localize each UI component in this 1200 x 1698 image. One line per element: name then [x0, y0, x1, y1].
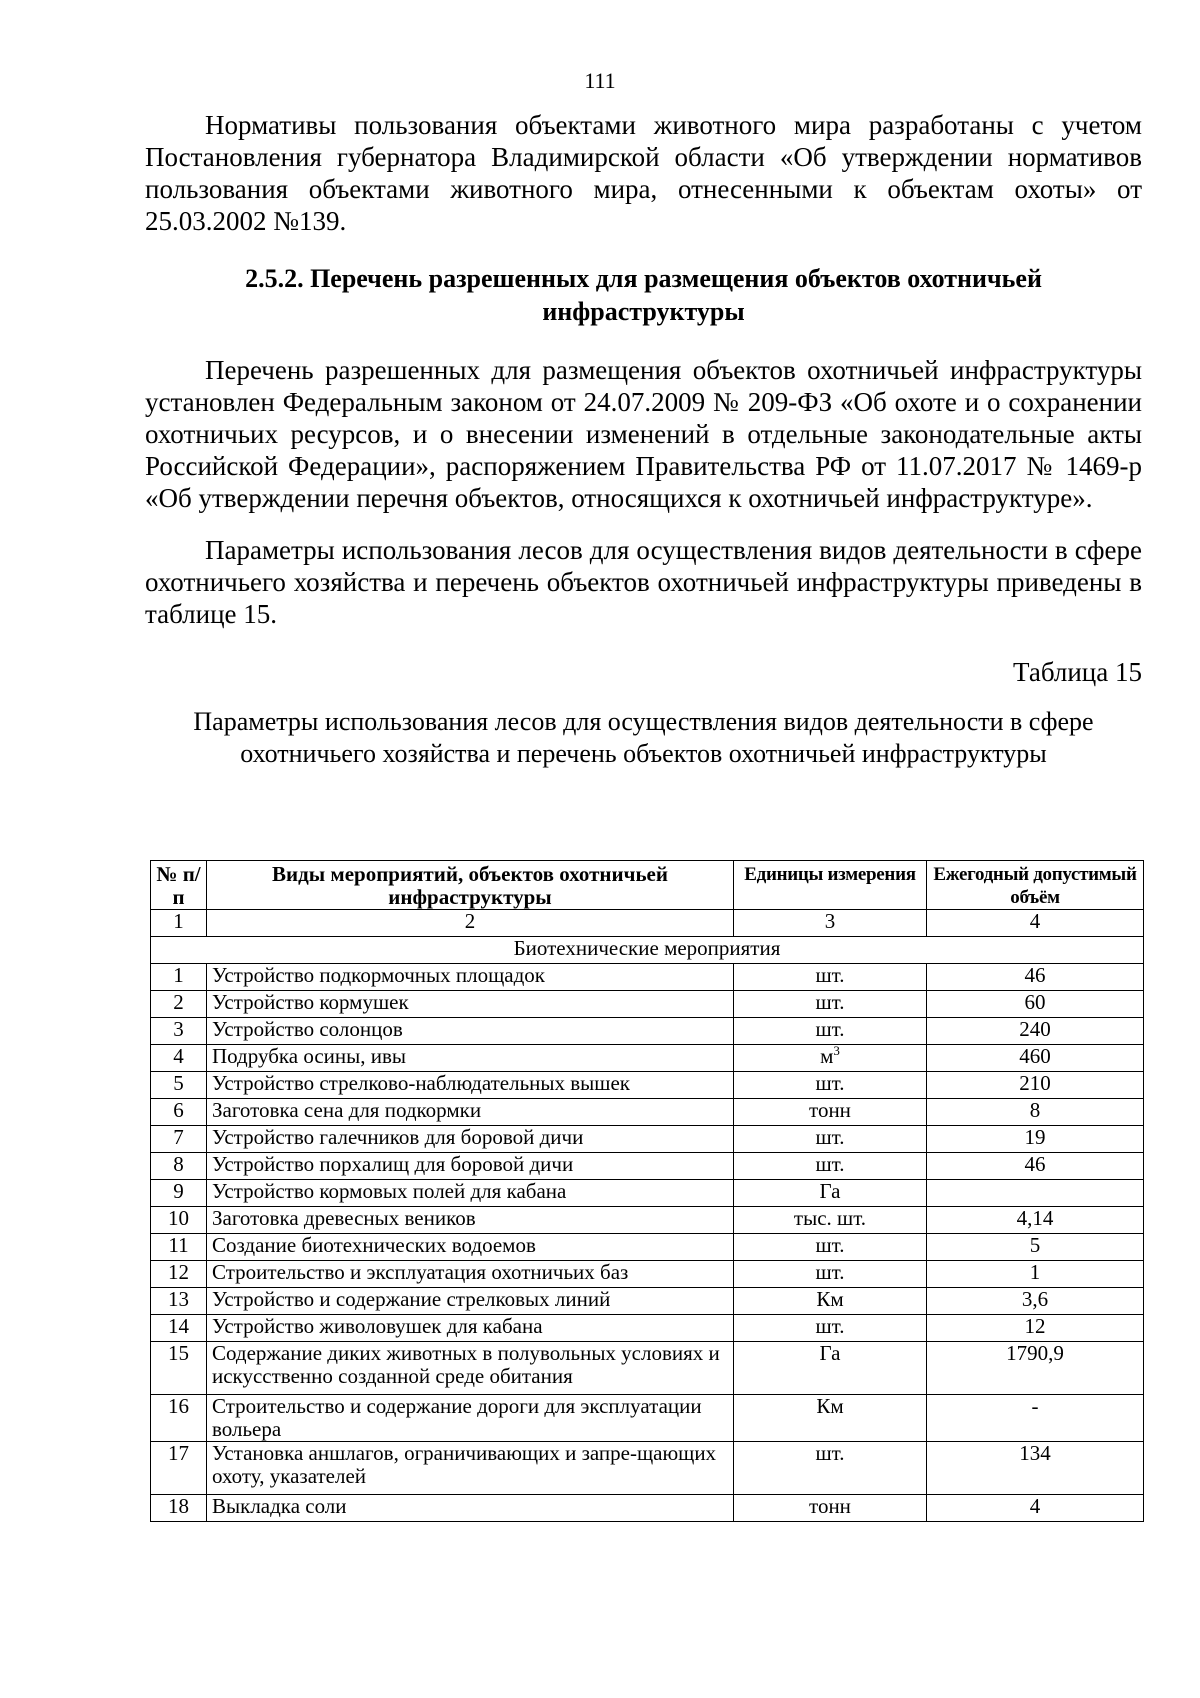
annual-volume: -	[927, 1395, 1144, 1442]
section-heading: 2.5.2. Перечень разрешенных для размещения объектов охотничьей инфраструктуры	[245, 264, 1042, 326]
unit-cell	[734, 1234, 927, 1261]
unit-cell	[734, 1442, 927, 1495]
table-row	[151, 1018, 1144, 1045]
table-row	[151, 1180, 1144, 1207]
unit-superscript: 3	[833, 1043, 840, 1058]
table-label: Таблица 15	[1013, 657, 1142, 687]
activity-name: Установка аншлагов, ограничивающих и запре-щающих охоту, указателей	[207, 1442, 734, 1495]
row-number: 18	[151, 1495, 207, 1522]
row-number: 15	[151, 1342, 207, 1395]
activity-name: Содержание диких животных в полувольных условиях и искусственно созданной среде обитания	[207, 1342, 734, 1395]
annual-volume: 46	[927, 964, 1144, 991]
unit-cell	[734, 964, 927, 991]
infrastructure-paragraph: Перечень разрешенных для размещения объектов охотничьей инфраструктуры установлен Федеральным законом от 24.07.2009 № 209-ФЗ «Об охоте и о сохранении охотничьих ресурсов, и о внесении изменений в отдельные законодательные акты Российской Федерации», распоряжением Правительства РФ от 11.07.2017 № 1469-р «Об утверждении перечня объектов, относящихся к охотничьей инфраструктуре».	[145, 355, 1142, 513]
annual-volume	[927, 1180, 1144, 1207]
table-row	[151, 1207, 1144, 1234]
column-number: 4	[927, 910, 1144, 937]
activity-name: Создание биотехнических водоемов	[207, 1234, 734, 1261]
section-row	[151, 937, 1144, 964]
unit-cell	[734, 1045, 927, 1072]
annual-volume: 1790,9	[927, 1342, 1144, 1395]
activity-name: Устройство солонцов	[207, 1018, 734, 1045]
activity-name: Устройство кормовых полей для кабана	[207, 1180, 734, 1207]
row-number: 11	[151, 1234, 207, 1261]
row-number: 3	[151, 1018, 207, 1045]
activity-name: Строительство и эксплуатация охотничьих баз	[207, 1261, 734, 1288]
unit-cell	[734, 1207, 927, 1234]
unit-cell	[734, 1180, 927, 1207]
activity-name: Устройство кормушек	[207, 991, 734, 1018]
annual-volume: 3,6	[927, 1288, 1144, 1315]
table-row	[151, 1099, 1144, 1126]
row-number: 17	[151, 1442, 207, 1495]
annual-volume: 46	[927, 1153, 1144, 1180]
unit-text: Га	[819, 1179, 841, 1203]
activity-name: Устройство живоловушек для кабана	[207, 1315, 734, 1342]
row-number: 2	[151, 991, 207, 1018]
unit-text: шт.	[815, 1017, 845, 1041]
header-volume: Ежегодный допустимый объём	[927, 861, 1144, 910]
activity-name: Заготовка сена для подкормки	[207, 1099, 734, 1126]
row-number: 7	[151, 1126, 207, 1153]
annual-volume: 12	[927, 1315, 1144, 1342]
table-row	[151, 1072, 1144, 1099]
unit-text: тонн	[809, 1494, 851, 1518]
table-row	[151, 1342, 1144, 1395]
unit-text: шт.	[815, 1152, 845, 1176]
table-row	[151, 1045, 1144, 1072]
table-header-row	[151, 861, 1144, 910]
section-title: Биотехнические мероприятия	[151, 937, 1144, 964]
activity-name: Устройство порхалищ для боровой дичи	[207, 1153, 734, 1180]
unit-text: шт.	[815, 1071, 845, 1095]
unit-cell	[734, 1153, 927, 1180]
unit-text: шт.	[815, 990, 845, 1014]
hunting-infrastructure-table	[150, 860, 1144, 1522]
column-number: 2	[207, 910, 734, 937]
table-row	[151, 1153, 1144, 1180]
header-activity: Виды мероприятий, объектов охотничьей инфраструктуры	[207, 861, 734, 910]
annual-volume: 210	[927, 1072, 1144, 1099]
unit-text: шт.	[815, 1125, 845, 1149]
annual-volume: 460	[927, 1045, 1144, 1072]
annual-volume: 60	[927, 991, 1144, 1018]
annual-volume: 5	[927, 1234, 1144, 1261]
table-row	[151, 1495, 1144, 1522]
unit-cell	[734, 1099, 927, 1126]
unit-cell	[734, 1495, 927, 1522]
activity-name: Устройство подкормочных площадок	[207, 964, 734, 991]
unit-text: шт.	[815, 1441, 845, 1465]
unit-cell	[734, 1261, 927, 1288]
activity-name: Строительство и содержание дороги для эксплуатации вольера	[207, 1395, 734, 1442]
row-number: 4	[151, 1045, 207, 1072]
column-number-row	[151, 910, 1144, 937]
header-number: № п/п	[151, 861, 207, 910]
row-number: 13	[151, 1288, 207, 1315]
table-row	[151, 1315, 1144, 1342]
unit-text: шт.	[815, 1233, 845, 1257]
annual-volume: 8	[927, 1099, 1144, 1126]
page-number: 111	[584, 68, 616, 93]
annual-volume: 19	[927, 1126, 1144, 1153]
row-number: 10	[151, 1207, 207, 1234]
row-number: 5	[151, 1072, 207, 1099]
row-number: 12	[151, 1261, 207, 1288]
annual-volume: 4,14	[927, 1207, 1144, 1234]
column-number: 1	[151, 910, 207, 937]
unit-cell	[734, 1395, 927, 1442]
column-number: 3	[734, 910, 927, 937]
table-row	[151, 1261, 1144, 1288]
table-row	[151, 1442, 1144, 1495]
unit-cell	[734, 1018, 927, 1045]
unit-cell	[734, 1288, 927, 1315]
activity-name: Подрубка осины, ивы	[207, 1045, 734, 1072]
unit-text: шт.	[815, 1260, 845, 1284]
unit-text: Км	[816, 1394, 844, 1418]
table-caption-line1: Параметры использования лесов для осуществления видов деятельности в сфере	[193, 707, 1094, 736]
unit-text: Га	[819, 1341, 841, 1365]
unit-text: тыс. шт.	[793, 1206, 867, 1230]
unit-text: шт.	[815, 1314, 845, 1338]
parameters-paragraph: Параметры использования лесов для осуществления видов деятельности в сфере охотничьего хозяйства и перечень объектов охотничьей инфраструктуры приведены в таблице 15.	[145, 535, 1142, 629]
row-number: 1	[151, 964, 207, 991]
annual-volume: 134	[927, 1442, 1144, 1495]
table-row	[151, 991, 1144, 1018]
annual-volume: 4	[927, 1495, 1144, 1522]
annual-volume: 1	[927, 1261, 1144, 1288]
activity-name: Устройство и содержание стрелковых линий	[207, 1288, 734, 1315]
table-row	[151, 1395, 1144, 1442]
unit-cell	[734, 1315, 927, 1342]
table-row	[151, 964, 1144, 991]
table-caption-line2: охотничьего хозяйства и перечень объектов охотничьей инфраструктуры	[240, 739, 1047, 768]
table-row	[151, 1288, 1144, 1315]
activity-name: Устройство стрелково-наблюдательных вышек	[207, 1072, 734, 1099]
unit-text: Км	[816, 1287, 844, 1311]
unit-text: м	[820, 1044, 834, 1068]
row-number: 14	[151, 1315, 207, 1342]
activity-name: Выкладка соли	[207, 1495, 734, 1522]
annual-volume: 240	[927, 1018, 1144, 1045]
unit-cell	[734, 1072, 927, 1099]
row-number: 6	[151, 1099, 207, 1126]
activity-name: Заготовка древесных веников	[207, 1207, 734, 1234]
table-row	[151, 1234, 1144, 1261]
unit-cell	[734, 991, 927, 1018]
unit-text: шт.	[815, 963, 845, 987]
row-number: 9	[151, 1180, 207, 1207]
unit-cell	[734, 1126, 927, 1153]
table-row	[151, 1126, 1144, 1153]
header-unit: Единицы измерения	[734, 861, 927, 910]
unit-text: тонн	[809, 1098, 851, 1122]
row-number: 16	[151, 1395, 207, 1442]
row-number: 8	[151, 1153, 207, 1180]
intro-paragraph: Нормативы пользования объектами животного мира разработаны с учетом Постановления губернатора Владимирской области «Об утверждении нормативов пользования объектами животного мира, отнесенными к объектам охоты» от 25.03.2002 №139.	[145, 110, 1142, 236]
unit-cell	[734, 1342, 927, 1395]
activity-name: Устройство галечников для боровой дичи	[207, 1126, 734, 1153]
